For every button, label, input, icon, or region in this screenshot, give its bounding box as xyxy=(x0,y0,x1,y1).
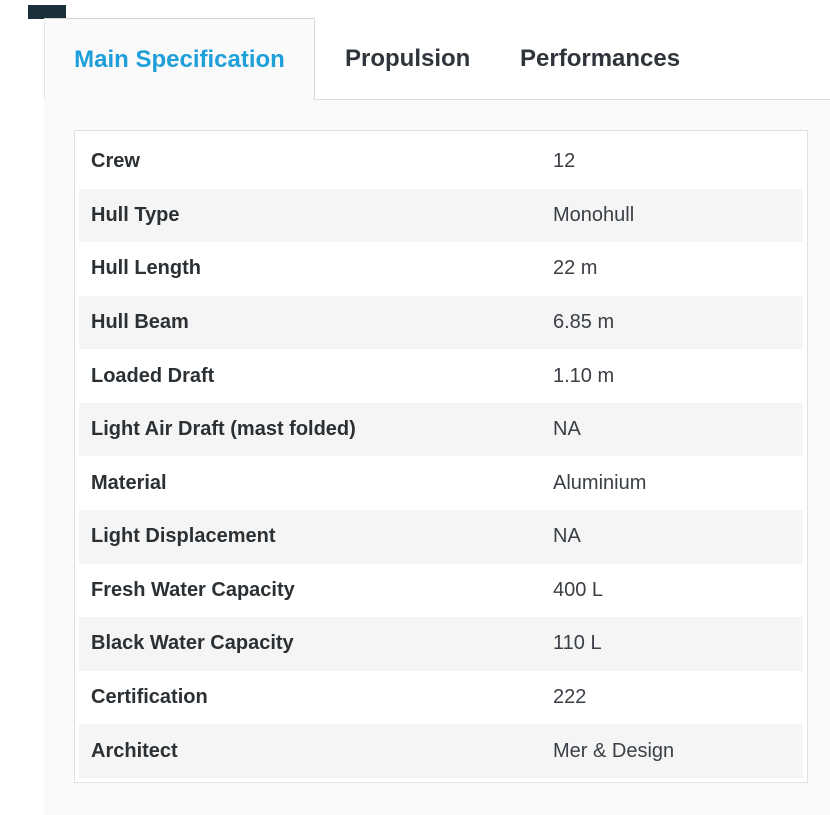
table-row xyxy=(79,135,803,189)
tab-strip xyxy=(0,0,830,100)
spec-value: 1.10 m xyxy=(553,364,615,387)
spec-value: 400 L xyxy=(553,578,604,601)
spec-label: Material xyxy=(91,471,167,494)
spec-label: Light Displacement xyxy=(91,525,276,548)
spec-value: 12 xyxy=(553,150,576,173)
tab-performances-label: Performances xyxy=(520,45,681,72)
spec-label: Hull Type xyxy=(91,203,180,226)
spec-value: Aluminium xyxy=(553,471,647,494)
table-row xyxy=(79,403,803,457)
spec-value: NA xyxy=(553,525,581,548)
tab-main-specification-label: Main Specification xyxy=(74,45,285,73)
spec-value: 110 L xyxy=(553,632,602,655)
spec-value: NA xyxy=(553,418,581,441)
spec-value: 6.85 m xyxy=(553,311,615,334)
table-row xyxy=(79,671,803,725)
table-row xyxy=(79,456,803,510)
specification-table xyxy=(74,130,808,783)
table-row xyxy=(79,564,803,618)
spec-label: Hull Beam xyxy=(91,311,189,334)
spec-value: 22 m xyxy=(553,257,598,280)
spec-label: Loaded Draft xyxy=(91,364,215,387)
tab-main-specification[interactable] xyxy=(44,18,315,100)
spec-value: Monohull xyxy=(553,203,635,226)
tab-propulsion-label: Propulsion xyxy=(345,45,471,72)
table-row xyxy=(79,189,803,243)
table-row xyxy=(79,724,803,778)
table-row xyxy=(79,510,803,564)
spec-label: Light Air Draft (mast folded) xyxy=(91,418,356,441)
table-row xyxy=(79,296,803,350)
spec-label: Hull Length xyxy=(91,257,201,280)
spec-label: Black Water Capacity xyxy=(91,632,294,655)
spec-label: Architect xyxy=(91,739,178,762)
spec-value: Mer & Design xyxy=(553,739,675,762)
spec-label: Crew xyxy=(91,150,140,173)
table-row xyxy=(79,242,803,296)
table-row xyxy=(79,349,803,403)
spec-value: 222 xyxy=(553,686,587,709)
tab-performances[interactable] xyxy=(520,18,680,100)
spec-label: Fresh Water Capacity xyxy=(91,578,295,601)
table-row xyxy=(79,617,803,671)
tab-propulsion[interactable] xyxy=(345,18,470,100)
spec-label: Certification xyxy=(91,686,208,709)
